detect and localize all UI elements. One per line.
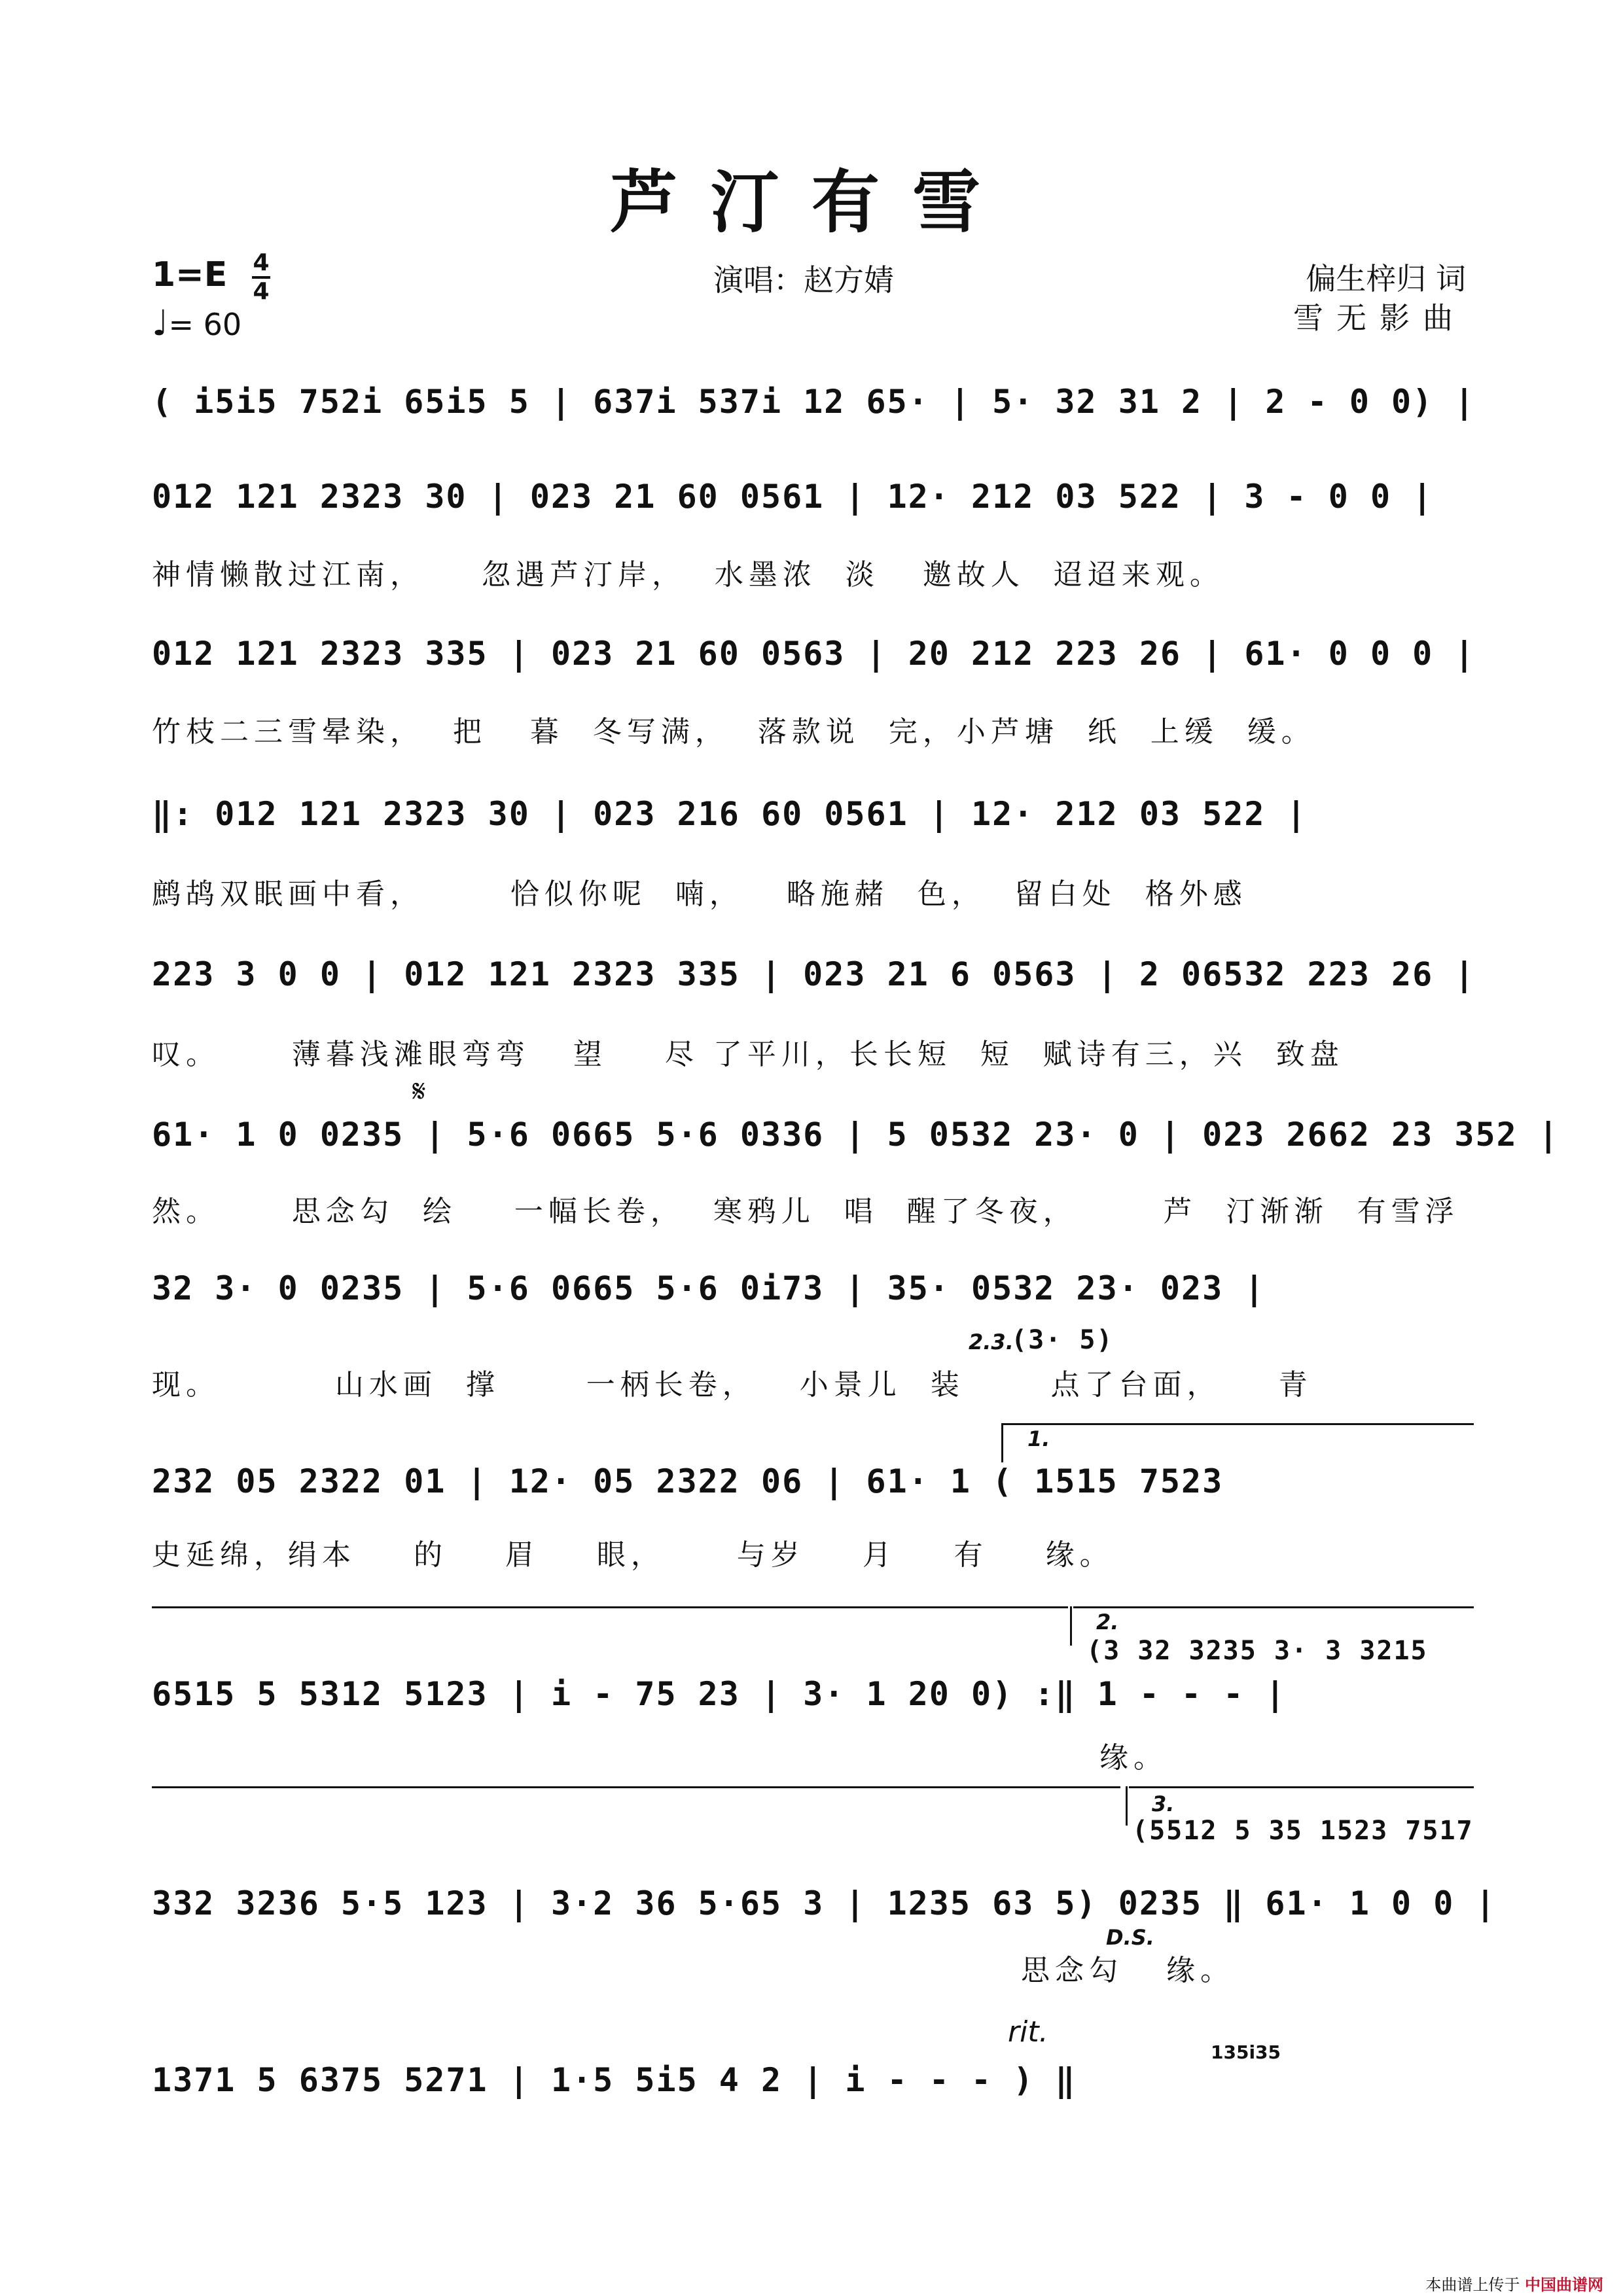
key-signature: 1=E [152, 255, 228, 294]
singer-credit: 演唱：赵方婧 [713, 262, 894, 298]
rit-marking: rit. [1008, 2015, 1048, 2049]
system-8-lyrics: 史延绵，绢本 的 眉 眼， 与岁 月 有 缘。 [152, 1538, 1114, 1572]
system-1-notes: ( i5i5 752i 65i5 5 | 637i 537i 12 65· | 5· 32 31 2 | 2 - 0 0) | [152, 383, 1476, 421]
system-7-notes: 32 3· 0 0235 | 5·6 0665 5·6 0i73 | 35· 0532 23· 023 | [152, 1269, 1266, 1307]
system-8-notes: 232 05 2322 01 | 12· 05 2322 06 | 61· 1 ( 1515 7523 [152, 1462, 1224, 1500]
system-4-lyrics: 鹧鸪双眠画中看， 恰似你呢 喃， 略施赭 色， 留白处 格外感 [152, 877, 1247, 911]
tempo-mark [152, 302, 241, 344]
quarter-note-icon: ♩ [152, 302, 169, 344]
lyricist-credit: 偏生梓归 词 [1306, 261, 1466, 296]
footer-prefix: 本曲谱上传于 [1425, 2276, 1520, 2294]
system-4-notes: ‖: 012 121 2323 30 | 023 216 60 0561 | 12· 212 03 522 | [152, 795, 1308, 833]
system-9-lyrics: 缘。 [1099, 1741, 1168, 1775]
system-11-notes: 1371 5 6375 5271 | 1·5 5i5 4 2 | i - - - ) ‖ [152, 2061, 1077, 2099]
system-3-lyrics: 竹枝二三雪晕染， 把 暮 冬写满， 落款说 完，小芦塘 纸 上缓 缓。 [152, 715, 1315, 749]
system-9-notes: 6515 5 5312 5123 | i - 75 23 | 3· 1 20 0) :‖ 1 - - - | [152, 1675, 1287, 1713]
alt-ending-note: (3· 5) [1011, 1325, 1114, 1355]
ds-marking: D.S. [1106, 1925, 1154, 1950]
system-10-lyrics: 思念勾 缘。 [1021, 1954, 1234, 1987]
page-title: 芦汀有雪 [609, 162, 1013, 242]
volta-1-label: 1. [1027, 1426, 1050, 1451]
system-2-lyrics: 神情懒散过江南， 忽遇芦汀岸， 水墨浓 淡 邀故人 迢迢来观。 [152, 558, 1224, 592]
system-3-notes: 012 121 2323 335 | 023 21 60 0563 | 20 212 223 26 | 61· 0 0 0 | [152, 635, 1476, 673]
segno-icon: 𝄋 [412, 1073, 426, 1110]
tempo-value: = 60 [168, 307, 242, 342]
time-signature-bottom: 4 [253, 278, 270, 305]
alt-ending-label: 2.3. [969, 1330, 1014, 1354]
system-10-notes: 332 3236 5·5 123 | 3·2 36 5·65 3 | 1235 63 5) 0235 ‖ 61· 1 0 0 | [152, 1884, 1497, 1922]
system-5-lyrics: 叹。 薄暮浅滩眼弯弯 望 尽 了平川，长长短 短 赋诗有三，兴 致盘 [152, 1038, 1344, 1071]
system-7-lyrics: 现。 山水画 撑 一柄长卷， 小景儿 装 点了台面， 青 [152, 1368, 1313, 1402]
system-6-lyrics: 然。 思念勾 绘 一幅长卷， 寒鸦儿 唱 醒了冬夜， 芦 汀渐渐 有雪浮 [152, 1195, 1459, 1228]
footer-brand[interactable]: 中国曲谱网 [1525, 2276, 1603, 2294]
volta-3-notes: (5512 5 35 1523 7517 [1132, 1816, 1474, 1846]
time-signature [252, 251, 270, 304]
grace-notes: 135i35 [1211, 2041, 1281, 2063]
time-signature-top: 4 [253, 249, 270, 276]
volta-2-label: 2. [1096, 1610, 1119, 1634]
footer-credit [1425, 2272, 1603, 2295]
composer-credit: 雪无影曲 [1293, 300, 1466, 336]
volta-2-notes: (3 32 3235 3· 3 3215 [1086, 1636, 1428, 1666]
system-5-notes: 223 3 0 0 | 012 121 2323 335 | 023 21 6 0563 | 2 06532 223 26 | [152, 955, 1476, 993]
system-6-notes: 61· 1 0 0235 | 5·6 0665 5·6 0336 | 5 0532 23· 0 | 023 2662 23 352 | [152, 1116, 1560, 1154]
volta-3-label: 3. [1152, 1792, 1175, 1816]
system-2-notes: 012 121 2323 30 | 023 21 60 0561 | 12· 212 03 522 | 3 - 0 0 | [152, 478, 1434, 516]
